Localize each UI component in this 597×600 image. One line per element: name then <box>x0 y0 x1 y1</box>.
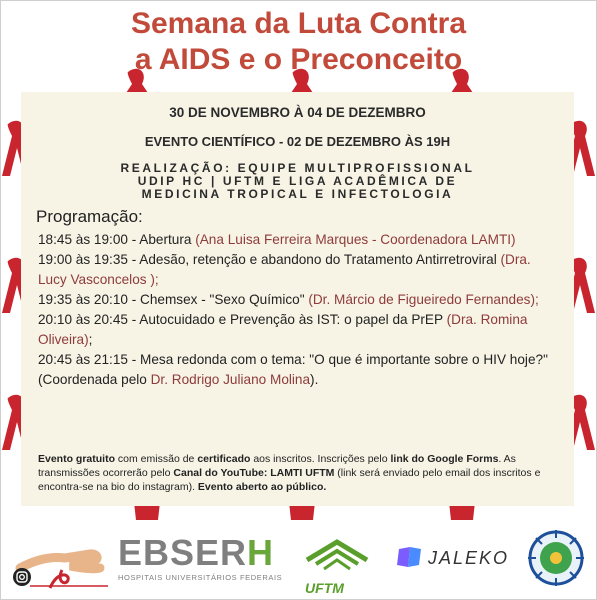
league-seal-icon <box>526 528 586 588</box>
ebserh-logo-h: H <box>247 532 275 573</box>
footer-bold: Evento aberto ao público. <box>197 481 327 493</box>
footer-bold: Evento gratuito <box>38 453 116 465</box>
ebserh-logo <box>118 532 274 574</box>
sponsor-logos <box>0 520 597 600</box>
program-item <box>38 230 558 250</box>
program-item-text: 20:45 às 21:15 - Mesa redonda com o tema: "O que é importante sobre o HIV hoje?" (Coordenada pelo <box>38 352 548 387</box>
program-item-text: 19:35 às 20:10 - Chemsex - "Sexo Químico" <box>38 292 309 307</box>
info-panel <box>21 92 574 506</box>
footer-text: (link será enviado pelo email dos inscritos e encontra-se na bio do instagram). <box>38 467 541 493</box>
footer-bold: Canal do YouTube: LAMTI UFTM <box>173 467 335 479</box>
organizer-line: UDIP HC | UFTM E LIGA ACADÊMICA DE <box>137 174 458 188</box>
program-item-speaker: (Dra. Romina Oliveira) <box>38 312 528 347</box>
program-item-text: 18:45 às 19:00 - Abertura <box>38 232 196 247</box>
program-item <box>38 250 558 290</box>
footer-text: aos inscritos. Inscrições pelo <box>250 453 391 465</box>
program-item-speaker: (Ana Luisa Ferreira Marques - Coordenadora LAMTI) <box>195 232 516 247</box>
program-item-speaker: (Dra. Lucy Vasconcelos ); <box>38 252 531 287</box>
program-item <box>38 350 558 390</box>
organizer-line: REALIZAÇÃO: EQUIPE MULTIPROFISSIONAL <box>120 161 475 175</box>
ebserh-subtitle: HOSPITAIS UNIVERSITÁRIOS FEDERAIS <box>118 573 283 582</box>
footer-bold: link do Google Forms <box>390 453 499 465</box>
uftm-label: UFTM <box>305 580 344 596</box>
program-item <box>38 310 558 350</box>
program-item-text: 19:00 às 19:35 - Adesão, retenção e abandono do Tratamento Antirretroviral <box>38 252 501 267</box>
ebserh-logo-text: EBSER <box>118 532 248 573</box>
program-title: Programação: <box>36 207 143 226</box>
event-footer-note <box>38 452 560 494</box>
title-line-1: Semana da Luta Contra <box>130 7 467 40</box>
jaleko-logo-icon <box>396 545 422 569</box>
footer-text: com emissão de <box>115 453 198 465</box>
program-item-end: ). <box>310 372 319 387</box>
event-dates: 30 DE NOVEMBRO À 04 DE DEZEMBRO <box>169 105 426 120</box>
program-item-speaker: Dr. Rodrigo Juliano Molina <box>150 372 311 387</box>
event-subtitle: EVENTO CIENTÍFICO - 02 DE DEZEMBRO ÀS 19H <box>144 134 451 149</box>
organizer-line: MEDICINA TROPICAL E INFECTOLOGIA <box>141 187 454 201</box>
program-item-text: 20:10 às 20:45 - Autocuidado e Prevenção às IST: o papel da PrEP <box>38 312 447 327</box>
program-list <box>38 230 558 390</box>
title-line-2: a AIDS e o Preconceito <box>134 43 463 76</box>
footer-bold: certificado <box>197 453 251 465</box>
instagram-icon[interactable] <box>12 567 32 587</box>
program-item-end: ; <box>88 332 93 347</box>
footer-text: . As transmissões ocorrerão pelo <box>38 453 516 479</box>
organizer <box>21 162 574 201</box>
jaleko-label: JALEKO <box>428 548 510 568</box>
program-item-speaker: (Dr. Márcio de Figueiredo Fernandes); <box>308 292 539 307</box>
program-item <box>38 290 558 310</box>
